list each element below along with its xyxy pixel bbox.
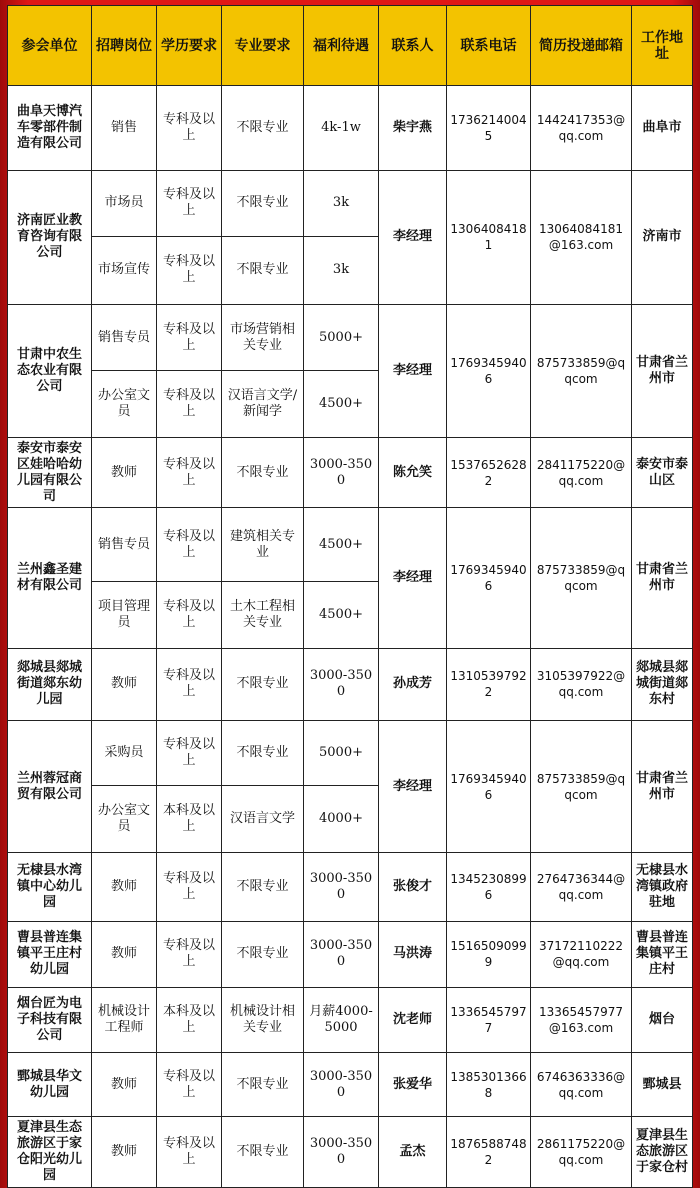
company-name: 烟台匠为电子科技有限公司 bbox=[8, 988, 92, 1053]
contact-phone: 17693459406 bbox=[447, 508, 531, 648]
header-education: 学历要求 bbox=[157, 6, 222, 86]
work-address: 济南市 bbox=[632, 170, 693, 304]
benefit: 3k bbox=[304, 170, 379, 237]
header-contact: 联系人 bbox=[379, 6, 447, 86]
work-address: 曲阜市 bbox=[632, 86, 693, 171]
contact-phone: 13105397922 bbox=[447, 648, 531, 721]
major-requirement: 不限专业 bbox=[222, 237, 304, 305]
company-name: 鄄城县华文幼儿园 bbox=[8, 1052, 92, 1117]
major-requirement: 建筑相关专业 bbox=[222, 508, 304, 582]
table-row bbox=[8, 304, 693, 371]
contact-person: 张爱华 bbox=[379, 1052, 447, 1117]
table-row bbox=[8, 853, 693, 922]
benefit: 3000-3500 bbox=[304, 437, 379, 508]
company-name: 曹县普连集镇平王庄村幼儿园 bbox=[8, 921, 92, 988]
header-phone: 联系电话 bbox=[447, 6, 531, 86]
benefit: 3000-3500 bbox=[304, 853, 379, 922]
education-requirement: 专科及以上 bbox=[157, 304, 222, 371]
contact-person: 孟杰 bbox=[379, 1117, 447, 1188]
education-requirement: 专科及以上 bbox=[157, 237, 222, 305]
education-requirement: 专科及以上 bbox=[157, 721, 222, 786]
company-name: 夏津县生态旅游区于家仓阳光幼儿园 bbox=[8, 1117, 92, 1188]
benefit: 4500+ bbox=[304, 371, 379, 438]
company-name: 兰州蓉冠商贸有限公司 bbox=[8, 721, 92, 853]
contact-phone: 15165090999 bbox=[447, 921, 531, 988]
position-title: 销售专员 bbox=[92, 304, 157, 371]
resume-email: 875733859@qqcom bbox=[531, 508, 632, 648]
table-row bbox=[8, 86, 693, 171]
header-benefit: 福利待遇 bbox=[304, 6, 379, 86]
benefit: 4500+ bbox=[304, 581, 379, 648]
contact-phone: 17362140045 bbox=[447, 86, 531, 171]
resume-email: 875733859@qqcom bbox=[531, 304, 632, 437]
contact-phone: 18765887482 bbox=[447, 1117, 531, 1188]
table-row bbox=[8, 1052, 693, 1117]
resume-email: 13365457977@163.com bbox=[531, 988, 632, 1053]
contact-phone: 15376526282 bbox=[447, 437, 531, 508]
major-requirement: 不限专业 bbox=[222, 853, 304, 922]
work-address: 无棣县水湾镇政府驻地 bbox=[632, 853, 693, 922]
contact-phone: 13365457977 bbox=[447, 988, 531, 1053]
work-address: 曹县普连集镇平王庄村 bbox=[632, 921, 693, 988]
job-fair-table bbox=[7, 5, 693, 1188]
resume-email: 37172110222@qq.com bbox=[531, 921, 632, 988]
benefit: 5000+ bbox=[304, 721, 379, 786]
benefit: 月薪4000-5000 bbox=[304, 988, 379, 1053]
work-address: 鄄城县 bbox=[632, 1052, 693, 1117]
major-requirement: 市场营销相关专业 bbox=[222, 304, 304, 371]
benefit: 3000-3500 bbox=[304, 1117, 379, 1188]
major-requirement: 机械设计相关专业 bbox=[222, 988, 304, 1053]
education-requirement: 专科及以上 bbox=[157, 581, 222, 648]
major-requirement: 不限专业 bbox=[222, 648, 304, 721]
work-address: 甘肃省兰州市 bbox=[632, 304, 693, 437]
company-name: 兰州鑫圣建材有限公司 bbox=[8, 508, 92, 648]
contact-person: 沈老师 bbox=[379, 988, 447, 1053]
position-title: 销售专员 bbox=[92, 508, 157, 582]
table-row bbox=[8, 508, 693, 582]
resume-email: 2764736344@qq.com bbox=[531, 853, 632, 922]
major-requirement: 不限专业 bbox=[222, 721, 304, 786]
education-requirement: 专科及以上 bbox=[157, 853, 222, 922]
contact-person: 马洪涛 bbox=[379, 921, 447, 988]
company-name: 济南匠业教育咨询有限公司 bbox=[8, 170, 92, 304]
major-requirement: 不限专业 bbox=[222, 86, 304, 171]
education-requirement: 专科及以上 bbox=[157, 648, 222, 721]
benefit: 3k bbox=[304, 237, 379, 305]
company-name: 郯城县郯城街道郯东幼儿园 bbox=[8, 648, 92, 721]
work-address: 泰安市泰山区 bbox=[632, 437, 693, 508]
resume-email: 3105397922@qq.com bbox=[531, 648, 632, 721]
contact-person: 陈允笑 bbox=[379, 437, 447, 508]
table-row bbox=[8, 988, 693, 1053]
header-row bbox=[8, 6, 693, 86]
header-address: 工作地址 bbox=[632, 6, 693, 86]
contact-person: 张俊才 bbox=[379, 853, 447, 922]
work-address: 郯城县郯城街道郯东村 bbox=[632, 648, 693, 721]
major-requirement: 土木工程相关专业 bbox=[222, 581, 304, 648]
company-name: 无棣县水湾镇中心幼儿园 bbox=[8, 853, 92, 922]
table-row bbox=[8, 437, 693, 508]
position-title: 教师 bbox=[92, 921, 157, 988]
major-requirement: 汉语言文学 bbox=[222, 785, 304, 853]
contact-person: 李经理 bbox=[379, 508, 447, 648]
major-requirement: 不限专业 bbox=[222, 921, 304, 988]
table-row bbox=[8, 721, 693, 786]
header-email: 简历投递邮箱 bbox=[531, 6, 632, 86]
major-requirement: 不限专业 bbox=[222, 170, 304, 237]
education-requirement: 专科及以上 bbox=[157, 437, 222, 508]
education-requirement: 专科及以上 bbox=[157, 508, 222, 582]
benefit: 3000-3500 bbox=[304, 921, 379, 988]
table-row bbox=[8, 1117, 693, 1188]
contact-person: 柴宇燕 bbox=[379, 86, 447, 171]
education-requirement: 专科及以上 bbox=[157, 1052, 222, 1117]
contact-person: 孙成芳 bbox=[379, 648, 447, 721]
resume-email: 875733859@qqcom bbox=[531, 721, 632, 853]
position-title: 教师 bbox=[92, 1052, 157, 1117]
position-title: 办公室文员 bbox=[92, 371, 157, 438]
contact-phone: 13064084181 bbox=[447, 170, 531, 304]
resume-email: 13064084181@163.com bbox=[531, 170, 632, 304]
contact-person: 李经理 bbox=[379, 304, 447, 437]
education-requirement: 专科及以上 bbox=[157, 1117, 222, 1188]
position-title: 销售 bbox=[92, 86, 157, 171]
education-requirement: 专科及以上 bbox=[157, 921, 222, 988]
table-row bbox=[8, 921, 693, 988]
position-title: 办公室文员 bbox=[92, 785, 157, 853]
benefit: 3000-3500 bbox=[304, 1052, 379, 1117]
education-requirement: 本科及以上 bbox=[157, 988, 222, 1053]
table-row bbox=[8, 170, 693, 237]
position-title: 教师 bbox=[92, 853, 157, 922]
company-name: 甘肃中农生态农业有限公司 bbox=[8, 304, 92, 437]
benefit: 5000+ bbox=[304, 304, 379, 371]
major-requirement: 汉语言文学/新闻学 bbox=[222, 371, 304, 438]
education-requirement: 专科及以上 bbox=[157, 371, 222, 438]
work-address: 甘肃省兰州市 bbox=[632, 721, 693, 853]
major-requirement: 不限专业 bbox=[222, 437, 304, 508]
education-requirement: 专科及以上 bbox=[157, 86, 222, 171]
contact-phone: 17693459406 bbox=[447, 304, 531, 437]
table-row bbox=[8, 648, 693, 721]
resume-email: 2841175220@qq.com bbox=[531, 437, 632, 508]
position-title: 教师 bbox=[92, 1117, 157, 1188]
contact-person: 李经理 bbox=[379, 721, 447, 853]
header-position: 招聘岗位 bbox=[92, 6, 157, 86]
resume-email: 1442417353@qq.com bbox=[531, 86, 632, 171]
education-requirement: 专科及以上 bbox=[157, 170, 222, 237]
position-title: 教师 bbox=[92, 648, 157, 721]
position-title: 教师 bbox=[92, 437, 157, 508]
position-title: 市场员 bbox=[92, 170, 157, 237]
position-title: 机械设计工程师 bbox=[92, 988, 157, 1053]
benefit: 3000-3500 bbox=[304, 648, 379, 721]
position-title: 市场宣传 bbox=[92, 237, 157, 305]
position-title: 项目管理员 bbox=[92, 581, 157, 648]
contact-phone: 13452308996 bbox=[447, 853, 531, 922]
header-major: 专业要求 bbox=[222, 6, 304, 86]
company-name: 泰安市泰安区娃哈哈幼儿园有限公司 bbox=[8, 437, 92, 508]
header-company: 参会单位 bbox=[8, 6, 92, 86]
benefit: 4500+ bbox=[304, 508, 379, 582]
contact-phone: 17693459406 bbox=[447, 721, 531, 853]
work-address: 烟台 bbox=[632, 988, 693, 1053]
contact-phone: 13853013668 bbox=[447, 1052, 531, 1117]
work-address: 夏津县生态旅游区于家仓村 bbox=[632, 1117, 693, 1188]
benefit: 4000+ bbox=[304, 785, 379, 853]
education-requirement: 本科及以上 bbox=[157, 785, 222, 853]
benefit: 4k-1w bbox=[304, 86, 379, 171]
work-address: 甘肃省兰州市 bbox=[632, 508, 693, 648]
company-name: 曲阜天博汽车零部件制造有限公司 bbox=[8, 86, 92, 171]
position-title: 采购员 bbox=[92, 721, 157, 786]
resume-email: 2861175220@qq.com bbox=[531, 1117, 632, 1188]
major-requirement: 不限专业 bbox=[222, 1052, 304, 1117]
contact-person: 李经理 bbox=[379, 170, 447, 304]
major-requirement: 不限专业 bbox=[222, 1117, 304, 1188]
resume-email: 6746363336@qq.com bbox=[531, 1052, 632, 1117]
